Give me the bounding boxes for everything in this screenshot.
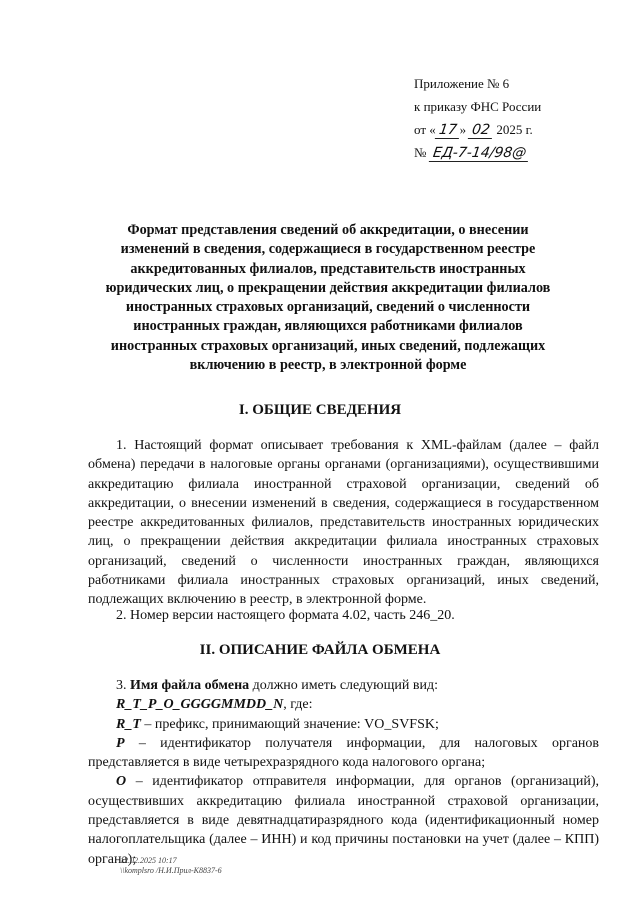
file-name-pattern-line <box>88 695 599 714</box>
handwritten-number: ЕД-7-14/98@ <box>428 145 530 162</box>
section-heading-general: I. ОБЩИЕ СВЕДЕНИЯ <box>238 402 402 418</box>
date-mid: » <box>459 122 467 137</box>
document-title: Формат представления сведений об аккредитации, о внесении изменений в сведения, содержащиеся в государственном реестре аккредитованных филиалов, представительств иностранных юридических лиц, о прекращении действия аккредитации филиалов иностранных страховых организаций, сведений о численности иностранных граждан, являющихся работниками филиалов иностранных страховых организаций, иных сведений, подлежащих включению в реестр, в электронной форме <box>105 222 551 374</box>
paragraph-3-intro <box>88 676 599 695</box>
date-prefix: от « <box>414 122 436 137</box>
footer-timestamp: 12.02.2025 10:17 <box>120 856 177 865</box>
number-prefix: № <box>414 145 427 160</box>
appendix-order: к приказу ФНС России <box>414 99 542 114</box>
p-text: – идентификатор получателя информации, для налоговых органов представляется в виде четырехразрядного кода налогового органа; <box>88 735 600 771</box>
paragraph-3 <box>88 676 599 869</box>
sender-o-line <box>88 772 599 868</box>
appendix-title: Приложение № 6 <box>414 76 510 91</box>
footer-path: \\komplsro /Н.И.Прил-K8837-6 <box>120 866 222 875</box>
p3-bold-term: Имя файла обмена <box>130 678 250 693</box>
o-text: – идентификатор отправителя информации, для органов (организаций), осуществивших аккредитацию филиала иностранной страховой организации, представляется в виде девятнадцатиразрядного кода (идентификационный номер налогоплательщика (далее – ИНН) и код причины постановки на учет (далее – КПП) органа); <box>88 774 600 867</box>
footer-stamp <box>120 856 222 876</box>
handwritten-month: 02 <box>468 122 494 139</box>
date-year: 2025 г. <box>496 122 533 137</box>
recipient-p-line <box>88 734 599 773</box>
rt-label: R_T <box>116 716 141 732</box>
appendix-block <box>414 72 614 164</box>
appendix-number <box>414 141 614 164</box>
file-name-pattern: R_T_P_O_GGGGMMDD_N <box>116 697 284 713</box>
p3-rest: должно иметь следующий вид: <box>252 678 439 693</box>
appendix-date <box>414 118 614 141</box>
paragraph-1 <box>88 436 599 610</box>
paragraph-1-text: 1. Настоящий формат описывает требования к XML-файлам (далее – файл обмена) передачи в налоговые органы органами (организациями), осуществившими аккредитацию филиала иностранной страховой организации, сведений об аккредитации, о внесении изменений в сведения, содержащиеся в государственном реестре аккредитованных филиалов, представительств иностранных юридических лиц, о прекращении действия аккредитации филиала иностранных страховых организаций, сведений о численности иностранных граждан, являющихся работниками филиала иностранных страховых организаций, иных сведений, подлежащих включению в реестр, в электронной форме. <box>88 438 599 608</box>
p3-number: 3. <box>116 678 127 693</box>
p-label: P <box>116 735 125 751</box>
handwritten-day: 17 <box>435 122 461 139</box>
pattern-suffix: , где: <box>283 697 313 713</box>
o-label: O <box>116 774 127 790</box>
rt-text: – префикс, принимающий значение: VO_SVFSK; <box>144 716 439 732</box>
section-heading-exchange-file: II. ОПИСАНИЕ ФАЙЛА ОБМЕНА <box>199 642 441 658</box>
paragraph-2 <box>88 606 599 625</box>
paragraph-2-text: 2. Номер версии настоящего формата 4.02, часть 246_20. <box>116 608 455 623</box>
prefix-rt-line <box>88 715 599 734</box>
